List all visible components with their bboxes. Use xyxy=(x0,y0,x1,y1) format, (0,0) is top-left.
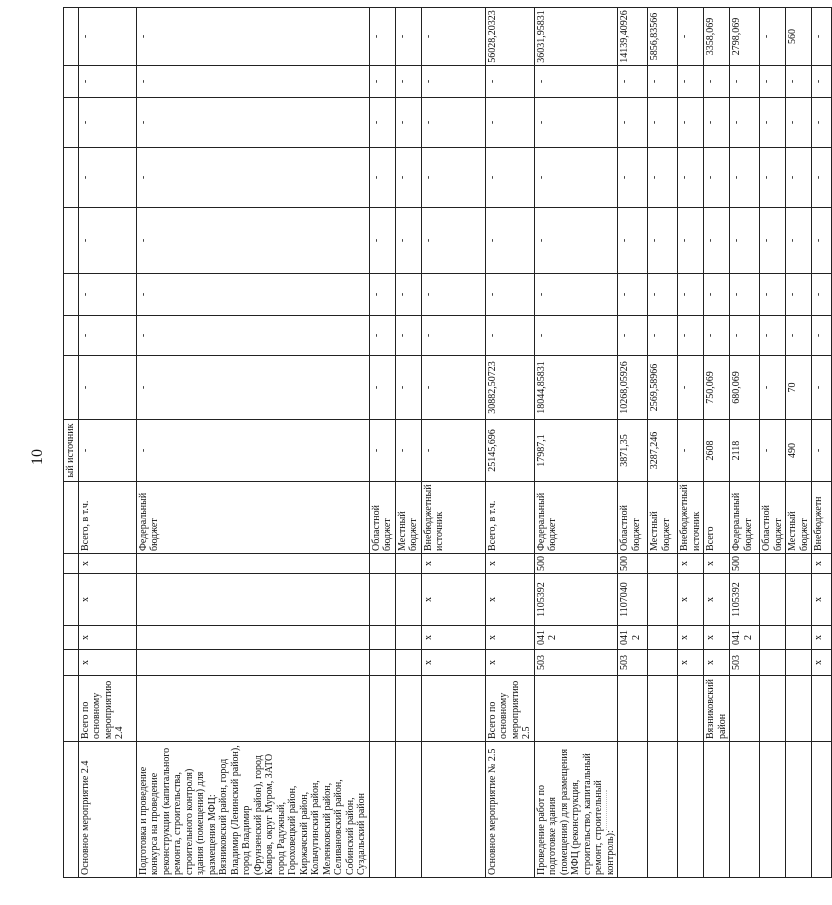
cell-c15: - xyxy=(369,66,395,98)
row-header-continuation xyxy=(64,8,79,878)
cell-c06 xyxy=(786,554,812,574)
cell-c16: 560 xyxy=(786,8,812,66)
cell-c01 xyxy=(730,742,760,878)
cell-c08: ый источник xyxy=(64,420,79,482)
cell-c03: х xyxy=(704,650,730,676)
cell-c07: Внебюджетный источник xyxy=(421,482,485,554)
cell-c03: х xyxy=(812,650,832,676)
cell-c14: - xyxy=(136,98,369,148)
cell-c14: - xyxy=(730,98,760,148)
cell-c11: - xyxy=(395,274,421,316)
cell-c04: х xyxy=(812,626,832,650)
cell-c04: х xyxy=(485,626,534,650)
cell-c09: - xyxy=(421,356,485,420)
cell-c06: х xyxy=(485,554,534,574)
cell-c02 xyxy=(395,676,421,742)
cell-c07: Федеральный бюджет xyxy=(534,482,618,554)
cell-c10: - xyxy=(678,316,704,356)
cell-c06: 500 xyxy=(534,554,618,574)
cell-c13: - xyxy=(395,148,421,208)
cell-c08: 17987,1 xyxy=(534,420,618,482)
cell-c03: х xyxy=(678,650,704,676)
cell-c01 xyxy=(704,742,730,878)
cell-c03 xyxy=(136,650,369,676)
cell-c04 xyxy=(786,626,812,650)
row-measure-2-4-local xyxy=(395,8,421,878)
cell-c11: - xyxy=(136,274,369,316)
cell-c15: - xyxy=(812,66,832,98)
cell-c03 xyxy=(64,650,79,676)
cell-c08: - xyxy=(760,420,786,482)
cell-c05 xyxy=(395,574,421,626)
row-measure-2-4-extrabudget xyxy=(421,8,485,878)
cell-c05 xyxy=(760,574,786,626)
cell-c10: - xyxy=(786,316,812,356)
cell-c08: 2118 xyxy=(730,420,760,482)
cell-c14: - xyxy=(648,98,678,148)
cell-c10: - xyxy=(534,316,618,356)
cell-c12: - xyxy=(730,208,760,274)
cell-c03 xyxy=(369,650,395,676)
cell-c16: - xyxy=(421,8,485,66)
cell-c07: Внебюджетн xyxy=(812,482,832,554)
cell-c08: 490 xyxy=(786,420,812,482)
cell-c16: - xyxy=(369,8,395,66)
cell-c10: - xyxy=(648,316,678,356)
cell-c11 xyxy=(64,274,79,316)
cell-c02 xyxy=(648,676,678,742)
cell-c03 xyxy=(786,650,812,676)
cell-c09: 18044,85831 xyxy=(534,356,618,420)
cell-c11: - xyxy=(678,274,704,316)
row-measure-2-5-local xyxy=(648,8,678,878)
cell-c14: - xyxy=(78,98,136,148)
row-measure-2-4-regional xyxy=(369,8,395,878)
cell-c16: 3358,069 xyxy=(704,8,730,66)
cell-c12: - xyxy=(534,208,618,274)
cell-c07: Федеральный бюджет xyxy=(730,482,760,554)
cell-c12: - xyxy=(678,208,704,274)
cell-c10 xyxy=(64,316,79,356)
cell-c11: - xyxy=(812,274,832,316)
cell-c14: - xyxy=(812,98,832,148)
cell-c09 xyxy=(64,356,79,420)
cell-c09: - xyxy=(369,356,395,420)
cell-c15: - xyxy=(760,66,786,98)
cell-c12: - xyxy=(786,208,812,274)
cell-c05: х xyxy=(704,574,730,626)
row-measure-2-5-extrabudget xyxy=(678,8,704,878)
cell-c03 xyxy=(760,650,786,676)
page-number: 10 xyxy=(29,449,46,465)
cell-c14: - xyxy=(760,98,786,148)
cell-c09: 30882,50723 xyxy=(485,356,534,420)
cell-c15: - xyxy=(730,66,760,98)
cell-c13: - xyxy=(78,148,136,208)
cell-c01: Подготовка и проведение конкурса на проведение реконструкции (капитального ремонта, строительства, строительного контроля) здания (помещения) для размещения МФЦ: Вязниковский район, город Владимир (Ленинский район), город Владимир (Фрунзенский район), город Ковров, округ Муром, ЗАТО город Радужный, Гороховецкий район, Киржачский район, Кольчугинский район, Меленковский район, Селивановский район, Собинский район, Суздальский район xyxy=(136,742,369,878)
cell-c11: - xyxy=(760,274,786,316)
cell-c09: - xyxy=(395,356,421,420)
cell-c14: - xyxy=(704,98,730,148)
cell-c08: 3287,246 xyxy=(648,420,678,482)
cell-c13: - xyxy=(136,148,369,208)
cell-c15: - xyxy=(786,66,812,98)
cell-c04: х xyxy=(78,626,136,650)
cell-c01: Основное мероприятие 2.4 xyxy=(78,742,136,878)
cell-c01: Основное мероприятие № 2.5 xyxy=(485,742,534,878)
row-measure-2-4-total xyxy=(78,8,136,878)
cell-c06: х xyxy=(421,554,485,574)
row-measure-2-4-federal xyxy=(136,8,369,878)
cell-c12: - xyxy=(78,208,136,274)
cell-c04 xyxy=(369,626,395,650)
cell-c01 xyxy=(760,742,786,878)
cell-c05: 1105392 xyxy=(534,574,618,626)
cell-c07: Федеральный бюджет xyxy=(136,482,369,554)
cell-c14 xyxy=(64,98,79,148)
cell-c05 xyxy=(136,574,369,626)
row-measure-2-5-total xyxy=(485,8,534,878)
cell-c03: 503 xyxy=(618,650,648,676)
cell-c14: - xyxy=(534,98,618,148)
cell-c10: - xyxy=(812,316,832,356)
cell-c08: 2608 xyxy=(704,420,730,482)
cell-c01 xyxy=(64,742,79,878)
cell-c13: - xyxy=(760,148,786,208)
cell-c11: - xyxy=(534,274,618,316)
cell-c02: Всего по основному мероприятию 2.4 xyxy=(78,676,136,742)
cell-c06: х xyxy=(812,554,832,574)
cell-c05 xyxy=(648,574,678,626)
cell-c11: - xyxy=(704,274,730,316)
cell-c08: - xyxy=(78,420,136,482)
cell-c12: - xyxy=(136,208,369,274)
cell-c14: - xyxy=(678,98,704,148)
cell-c14: - xyxy=(786,98,812,148)
cell-c16: - xyxy=(136,8,369,66)
cell-c10: - xyxy=(618,316,648,356)
cell-c13: - xyxy=(485,148,534,208)
cell-c12 xyxy=(64,208,79,274)
cell-c13: - xyxy=(786,148,812,208)
cell-c08: - xyxy=(678,420,704,482)
cell-c07: Местный бюджет xyxy=(786,482,812,554)
cell-c02 xyxy=(786,676,812,742)
cell-c16: - xyxy=(760,8,786,66)
cell-c15: - xyxy=(485,66,534,98)
cell-c01: Проведение работ по подготовке здания (помещения) для размещения МФЦ (реконструкция, строительство, капитальный ремонт, строительный контроль): xyxy=(534,742,618,878)
cell-c11: - xyxy=(421,274,485,316)
cell-c05: х xyxy=(485,574,534,626)
row-vyazniki-local xyxy=(786,8,812,878)
cell-c07: Местный бюджет xyxy=(648,482,678,554)
cell-c08: - xyxy=(369,420,395,482)
cell-c03: х xyxy=(421,650,485,676)
cell-c16: 56028,20323 xyxy=(485,8,534,66)
cell-c13: - xyxy=(812,148,832,208)
cell-c10: - xyxy=(760,316,786,356)
cell-c15: - xyxy=(648,66,678,98)
cell-c04: х xyxy=(704,626,730,650)
cell-c01 xyxy=(786,742,812,878)
cell-c02: Вязниковский район xyxy=(704,676,730,742)
cell-c13: - xyxy=(678,148,704,208)
cell-c07: Областной бюджет xyxy=(369,482,395,554)
cell-c09: - xyxy=(760,356,786,420)
cell-c07: Всего, в т.ч. xyxy=(78,482,136,554)
cell-c16: 36031,95831 xyxy=(534,8,618,66)
cell-c12: - xyxy=(485,208,534,274)
cell-c05 xyxy=(64,574,79,626)
cell-c16: 5856,83566 xyxy=(648,8,678,66)
cell-c06: х xyxy=(78,554,136,574)
scan-edge-mark xyxy=(606,790,615,830)
cell-c07: Всего, в т.ч. xyxy=(485,482,534,554)
cell-c09: 750,069 xyxy=(704,356,730,420)
cell-c09: - xyxy=(78,356,136,420)
row-vyazniki-extrabudget xyxy=(812,8,832,878)
cell-c04 xyxy=(64,626,79,650)
row-measure-2-5-regional xyxy=(618,8,648,878)
cell-c12: - xyxy=(421,208,485,274)
cell-c02 xyxy=(421,676,485,742)
cell-c04 xyxy=(136,626,369,650)
cell-c10: - xyxy=(369,316,395,356)
cell-c04: х xyxy=(421,626,485,650)
cell-c12: - xyxy=(395,208,421,274)
cell-c05 xyxy=(786,574,812,626)
cell-c14: - xyxy=(369,98,395,148)
cell-c04: 0412 xyxy=(618,626,648,650)
cell-c09: - xyxy=(812,356,832,420)
table-container xyxy=(63,8,824,878)
cell-c06: 500 xyxy=(730,554,760,574)
cell-c09: - xyxy=(678,356,704,420)
cell-c04 xyxy=(395,626,421,650)
cell-c04: 0412 xyxy=(730,626,760,650)
cell-c15 xyxy=(64,66,79,98)
cell-c16: - xyxy=(678,8,704,66)
cell-c07: Областной бюджет xyxy=(760,482,786,554)
budget-table-body xyxy=(64,8,832,878)
cell-c08: - xyxy=(421,420,485,482)
cell-c12: - xyxy=(812,208,832,274)
cell-c10: - xyxy=(485,316,534,356)
cell-c13: - xyxy=(421,148,485,208)
cell-c05: х xyxy=(678,574,704,626)
cell-c11: - xyxy=(786,274,812,316)
cell-c11: - xyxy=(648,274,678,316)
cell-c03: 503 xyxy=(534,650,618,676)
cell-c15: - xyxy=(678,66,704,98)
cell-c11: - xyxy=(78,274,136,316)
cell-c15: - xyxy=(618,66,648,98)
cell-c10: - xyxy=(78,316,136,356)
cell-c06 xyxy=(369,554,395,574)
cell-c06: х xyxy=(678,554,704,574)
cell-c05: х xyxy=(78,574,136,626)
cell-c02 xyxy=(534,676,618,742)
cell-c08: - xyxy=(395,420,421,482)
cell-c02 xyxy=(760,676,786,742)
cell-c12: - xyxy=(369,208,395,274)
cell-c12: - xyxy=(704,208,730,274)
cell-c03: х xyxy=(78,650,136,676)
row-vyazniki-regional xyxy=(760,8,786,878)
row-vyazniki-total xyxy=(704,8,730,878)
cell-c08: 25145,696 xyxy=(485,420,534,482)
cell-c03 xyxy=(395,650,421,676)
cell-c02 xyxy=(730,676,760,742)
cell-c05: х xyxy=(812,574,832,626)
cell-c15: - xyxy=(704,66,730,98)
cell-c05 xyxy=(369,574,395,626)
cell-c09: - xyxy=(136,356,369,420)
cell-c03: х xyxy=(485,650,534,676)
row-measure-2-5-federal xyxy=(534,8,618,878)
cell-c02 xyxy=(812,676,832,742)
budget-table xyxy=(63,7,832,878)
cell-c08: 3871,35 xyxy=(618,420,648,482)
cell-c13: - xyxy=(704,148,730,208)
cell-c13: - xyxy=(648,148,678,208)
cell-c10: - xyxy=(704,316,730,356)
cell-c06: 500 xyxy=(618,554,648,574)
cell-c06 xyxy=(395,554,421,574)
cell-c11: - xyxy=(618,274,648,316)
cell-c15: - xyxy=(421,66,485,98)
cell-c11: - xyxy=(369,274,395,316)
cell-c07: Областной бюджет xyxy=(618,482,648,554)
cell-c04: 0412 xyxy=(534,626,618,650)
cell-c10: - xyxy=(136,316,369,356)
cell-c01 xyxy=(395,742,421,878)
cell-c01 xyxy=(812,742,832,878)
cell-c12: - xyxy=(648,208,678,274)
cell-c15: - xyxy=(534,66,618,98)
cell-c07: Внебюджетный источник xyxy=(678,482,704,554)
cell-c02 xyxy=(64,676,79,742)
cell-c04: х xyxy=(678,626,704,650)
cell-c05: 1105392 xyxy=(730,574,760,626)
cell-c07: Всего xyxy=(704,482,730,554)
cell-c13: - xyxy=(618,148,648,208)
cell-c06 xyxy=(136,554,369,574)
cell-c09: 10268,05926 xyxy=(618,356,648,420)
cell-c15: - xyxy=(78,66,136,98)
cell-c16: - xyxy=(812,8,832,66)
cell-c13: - xyxy=(534,148,618,208)
cell-c16: 14139,40926 xyxy=(618,8,648,66)
cell-c10: - xyxy=(730,316,760,356)
cell-c13: - xyxy=(369,148,395,208)
cell-c16: - xyxy=(395,8,421,66)
cell-c03 xyxy=(648,650,678,676)
cell-c09: 70 xyxy=(786,356,812,420)
cell-c06 xyxy=(64,554,79,574)
cell-c07 xyxy=(64,482,79,554)
cell-c14: - xyxy=(421,98,485,148)
cell-c02 xyxy=(678,676,704,742)
cell-c04 xyxy=(648,626,678,650)
row-vyazniki-federal xyxy=(730,8,760,878)
cell-c14: - xyxy=(618,98,648,148)
cell-c01 xyxy=(618,742,648,878)
cell-c10: - xyxy=(421,316,485,356)
cell-c08: - xyxy=(136,420,369,482)
cell-c11: - xyxy=(730,274,760,316)
cell-c13: - xyxy=(730,148,760,208)
cell-c11: - xyxy=(485,274,534,316)
cell-c02 xyxy=(136,676,369,742)
cell-c01 xyxy=(648,742,678,878)
cell-c12: - xyxy=(618,208,648,274)
cell-c03: 503 xyxy=(730,650,760,676)
cell-c16: - xyxy=(78,8,136,66)
cell-c06 xyxy=(648,554,678,574)
cell-c05: х xyxy=(421,574,485,626)
cell-c06 xyxy=(760,554,786,574)
cell-c01 xyxy=(421,742,485,878)
cell-c16 xyxy=(64,8,79,66)
cell-c07: Местный бюджет xyxy=(395,482,421,554)
cell-c05: 1107040 xyxy=(618,574,648,626)
cell-c10: - xyxy=(395,316,421,356)
cell-c02 xyxy=(369,676,395,742)
cell-c13 xyxy=(64,148,79,208)
cell-c15: - xyxy=(395,66,421,98)
cell-c16: 2798,069 xyxy=(730,8,760,66)
cell-c14: - xyxy=(485,98,534,148)
cell-c02: Всего по основному мероприятию 2.5 xyxy=(485,676,534,742)
cell-c01 xyxy=(678,742,704,878)
cell-c06: х xyxy=(704,554,730,574)
cell-c02 xyxy=(618,676,648,742)
cell-c09: 2569,58966 xyxy=(648,356,678,420)
cell-c14: - xyxy=(395,98,421,148)
cell-c01 xyxy=(369,742,395,878)
cell-c08: - xyxy=(812,420,832,482)
cell-c04 xyxy=(760,626,786,650)
cell-c15: - xyxy=(136,66,369,98)
cell-c12: - xyxy=(760,208,786,274)
cell-c09: 680,069 xyxy=(730,356,760,420)
